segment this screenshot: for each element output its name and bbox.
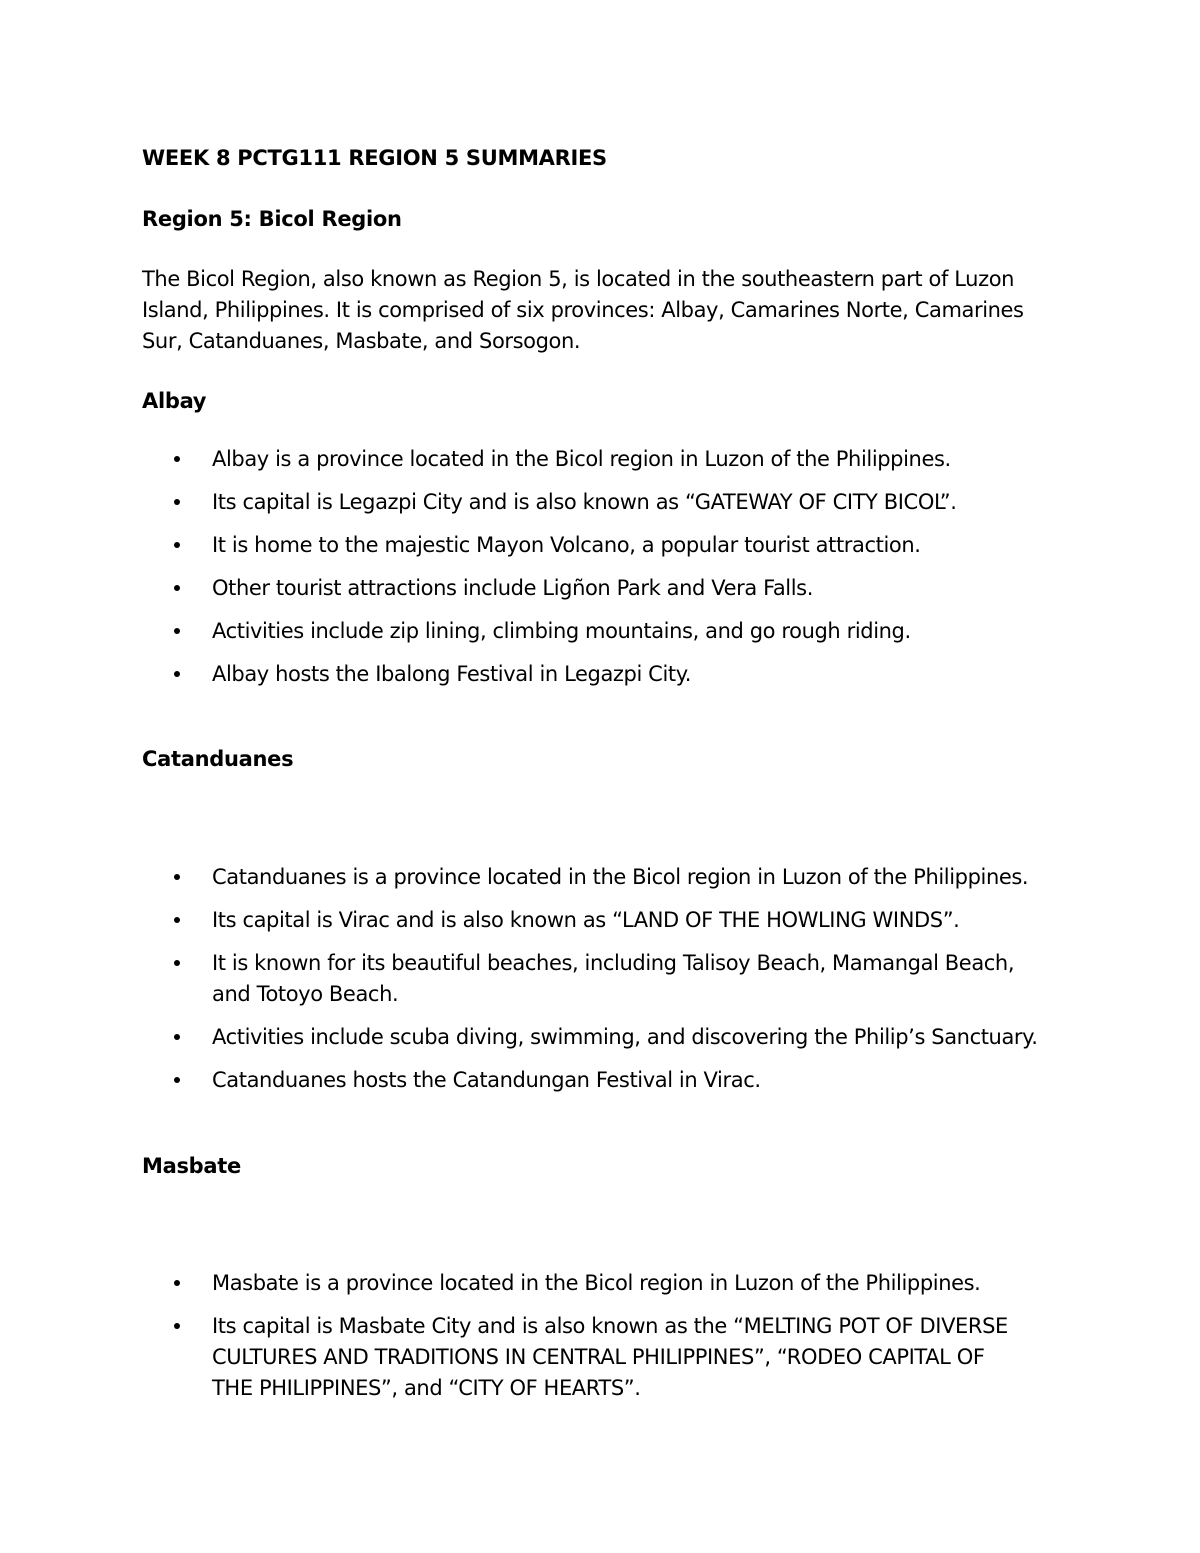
list-item: Albay is a province located in the Bicol region in Luzon of the Philippines. <box>142 444 1062 475</box>
bullet-dot <box>174 917 180 923</box>
intro-line: Island, Philippines. It is comprised of six provinces: Albay, Camarines Norte, Camarines <box>142 298 1024 322</box>
list-item: Other tourist attractions include Ligñon Park and Vera Falls. <box>142 573 1062 604</box>
bullet-dot <box>174 456 180 462</box>
list-item: It is known for its beautiful beaches, including Talisoy Beach, Mamangal Beach, and Totoyo Beach. <box>142 948 1062 1010</box>
list-item: Its capital is Masbate City and is also known as the “MELTING POT OF DIVERSE CULTURES AND TRADITIONS IN CENTRAL PHILIPPINES”, “RODEO CAPITAL OF THE PHILIPPINES”, and “CITY OF HEARTS”. <box>142 1311 1062 1404</box>
bullet-dot <box>174 1034 180 1040</box>
bullet-dot <box>174 542 180 548</box>
list-item: Its capital is Virac and is also known as “LAND OF THE HOWLING WINDS”. <box>142 905 1062 936</box>
list-item: Activities include zip lining, climbing mountains, and go rough riding. <box>142 616 1062 647</box>
bullet-dot <box>174 874 180 880</box>
intro-line: The Bicol Region, also known as Region 5, is located in the southeastern part of Luzon <box>142 267 1015 291</box>
bullet-dot <box>174 1280 180 1286</box>
masbate-heading: Masbate <box>142 1154 241 1178</box>
bullet-dot <box>174 628 180 634</box>
catanduanes-heading: Catanduanes <box>142 747 294 771</box>
masbate-bullet-list <box>142 1268 1062 1404</box>
region-heading: Region 5: Bicol Region <box>142 207 402 231</box>
bullet-dot <box>174 1323 180 1329</box>
albay-heading: Albay <box>142 389 207 413</box>
bullet-dot <box>174 499 180 505</box>
list-item: Activities include scuba diving, swimming, and discovering the Philip’s Sanctuary. <box>142 1022 1062 1053</box>
catanduanes-bullet-list <box>142 862 1062 1096</box>
bullet-dot <box>174 1077 180 1083</box>
albay-bullet-list <box>142 444 1062 690</box>
list-item: Albay hosts the Ibalong Festival in Legazpi City. <box>142 659 1062 690</box>
bullet-dot <box>174 671 180 677</box>
bullet-dot <box>174 585 180 591</box>
list-item: Catanduanes is a province located in the Bicol region in Luzon of the Philippines. <box>142 862 1062 893</box>
intro-line: Sur, Catanduanes, Masbate, and Sorsogon. <box>142 329 581 353</box>
list-item: Its capital is Legazpi City and is also known as “GATEWAY OF CITY BICOL”. <box>142 487 1062 518</box>
intro-paragraph <box>142 264 1062 357</box>
bullet-dot <box>174 960 180 966</box>
document-title: WEEK 8 PCTG111 REGION 5 SUMMARIES <box>142 146 607 170</box>
list-item: It is home to the majestic Mayon Volcano, a popular tourist attraction. <box>142 530 1062 561</box>
list-item: Catanduanes hosts the Catandungan Festival in Virac. <box>142 1065 1062 1096</box>
list-item: Masbate is a province located in the Bicol region in Luzon of the Philippines. <box>142 1268 1062 1299</box>
